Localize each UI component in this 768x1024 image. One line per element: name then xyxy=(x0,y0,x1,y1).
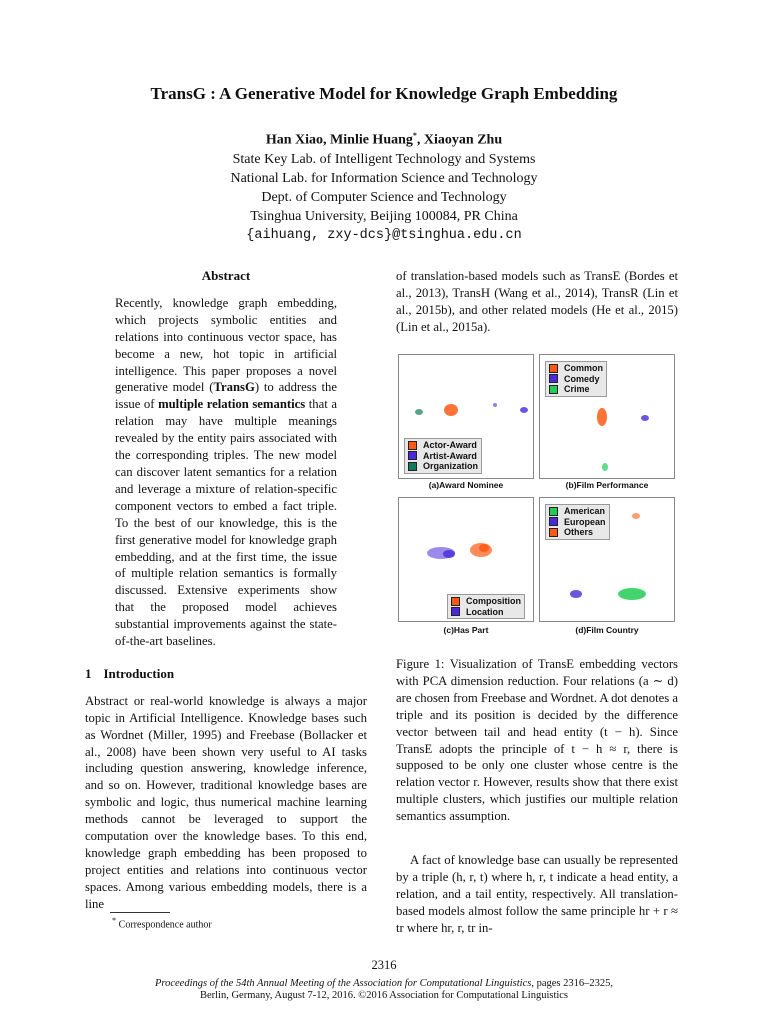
left-column xyxy=(85,268,367,913)
affiliation-line: State Key Lab. of Intelligent Technology and Systems xyxy=(232,151,536,167)
affiliation-line: Tsinghua University, Beijing 100084, PR China xyxy=(250,208,518,224)
author-names: Han Xiao, Minlie Huang*, Xiaoyan Zhu xyxy=(265,131,503,148)
legend-swatch xyxy=(549,528,558,537)
legend-swatch xyxy=(549,517,558,526)
legend-film-performance: Common Comedy Crime xyxy=(545,361,607,397)
legend-swatch xyxy=(549,385,558,394)
legend-swatch xyxy=(549,364,558,373)
footnote: * Correspondence author xyxy=(112,916,212,931)
figure-caption: Figure 1: Visualization of TransE embedding vectors with PCA dimension reduction. Four relations (a ∼ d) are chosen from Freebase and Wordnet. A dot denotes a triple and its position is decided by the difference vector between tail and head entity (t − h). Since TransE adopts the principle of t − h ≈ r, there is supposed to be only one cluster whose centre is the relation vector r. However, results show that there exist multiple clusters, which justifies our multiple relation semantics assumption. xyxy=(396,657,679,824)
legend-swatch xyxy=(451,607,460,616)
page-number: 2316 xyxy=(371,958,397,972)
legend-swatch xyxy=(549,374,558,383)
abstract-heading: Abstract xyxy=(201,268,251,283)
author-block xyxy=(0,126,768,245)
panel-film-country xyxy=(539,497,675,622)
panel-film-performance xyxy=(539,354,675,479)
introduction-paragraph: Abstract or real-world knowledge is always a major topic in Artificial Intelligence. Knowledge bases such as Wordnet (Miller, 1995) and Freebase (Bollacker et al., 2008) have been shown very useful to AI tasks including question answering, knowledge inference, and so on. However, traditional knowledge bases are symbolic and logic, thus numerical machine learning methods cannot be leveraged to support the computation over the knowledge bases. To this end, knowledge graph embedding has been proposed to project entities and relations into continuous vector spaces. Among various embedding models, there is a line xyxy=(85,693,367,911)
figure-1 xyxy=(396,352,678,640)
panel-has-part xyxy=(398,497,534,622)
legend-swatch xyxy=(549,507,558,516)
panel-caption: (c)Has Part xyxy=(443,625,489,635)
proceedings-footer: Proceedings of the 54th Annual Meeting of the Association for Computational Linguistics, pages 2316–2325, Berlin, Germany, August 7-12, 2016. ©2016 Association for Computational Linguistics xyxy=(154,978,613,1001)
legend-swatch xyxy=(408,451,417,460)
right-column-continuation xyxy=(396,268,678,336)
affiliation-line: Dept. of Computer Science and Technology xyxy=(261,189,507,205)
author-email: {aihuang, zxy-dcs}@tsinghua.edu.cn xyxy=(246,227,522,243)
panel-caption: (d)Film Country xyxy=(575,625,639,635)
panel-award-nominee xyxy=(398,354,534,479)
legend-film-country: American European Others xyxy=(545,504,610,540)
legend-award-nominee: Actor-Award Artist-Award Organization xyxy=(404,438,482,474)
paper-title: TransG : A Generative Model for Knowledge Graph Embedding xyxy=(150,84,618,103)
abstract-text: Recently, knowledge graph embedding, which projects symbolic entities and relations into continuous vector space, has become a new, hot topic in artificial intelligence. This paper proposes a novel generative model (TransG) to address the issue of multiple relation semantics that a relation may have multiple meanings revealed by the entity pairs associated with the corresponding triples. The new model can discover latent semantics for a relation and leverage a mixture of relation-specific component vectors to embed a fact triple. To the best of our knowledge, this is the first generative model for knowledge graph embedding, and at the first time, the issue of multiple relation semantics is formally discussed. Extensive experiments show that the proposed model achieves substantial improvements against the state-of-the-art baselines. xyxy=(115,295,337,649)
panel-caption: (a)Award Nominee xyxy=(428,480,504,490)
legend-swatch xyxy=(408,441,417,450)
footnote-divider xyxy=(110,912,170,913)
legend-swatch xyxy=(408,462,417,471)
panel-caption: (b)Film Performance xyxy=(565,480,649,490)
continuation-paragraph: of translation-based models such as TransE (Bordes et al., 2013), TransH (Wang et al., 2014), TransR (Lin et al., 2015b), and other related models (He et al., 2015) (Lin et al., 2015a). xyxy=(396,269,678,334)
section-heading-introduction: 1 Introduction xyxy=(85,665,175,681)
legend-swatch xyxy=(451,597,460,606)
affiliation-line: National Lab. for Information Science and Technology xyxy=(230,170,538,186)
legend-has-part: Composition Location xyxy=(447,594,525,619)
body-paragraph: A fact of knowledge base can usually be represented by a triple (h, r, t) where h, r, t indicate a head entity, a relation, and a tail entity, respectively. All translation-based models almost follow the same principle hr + r ≈ tr where hr, r, tr in- xyxy=(396,853,678,935)
